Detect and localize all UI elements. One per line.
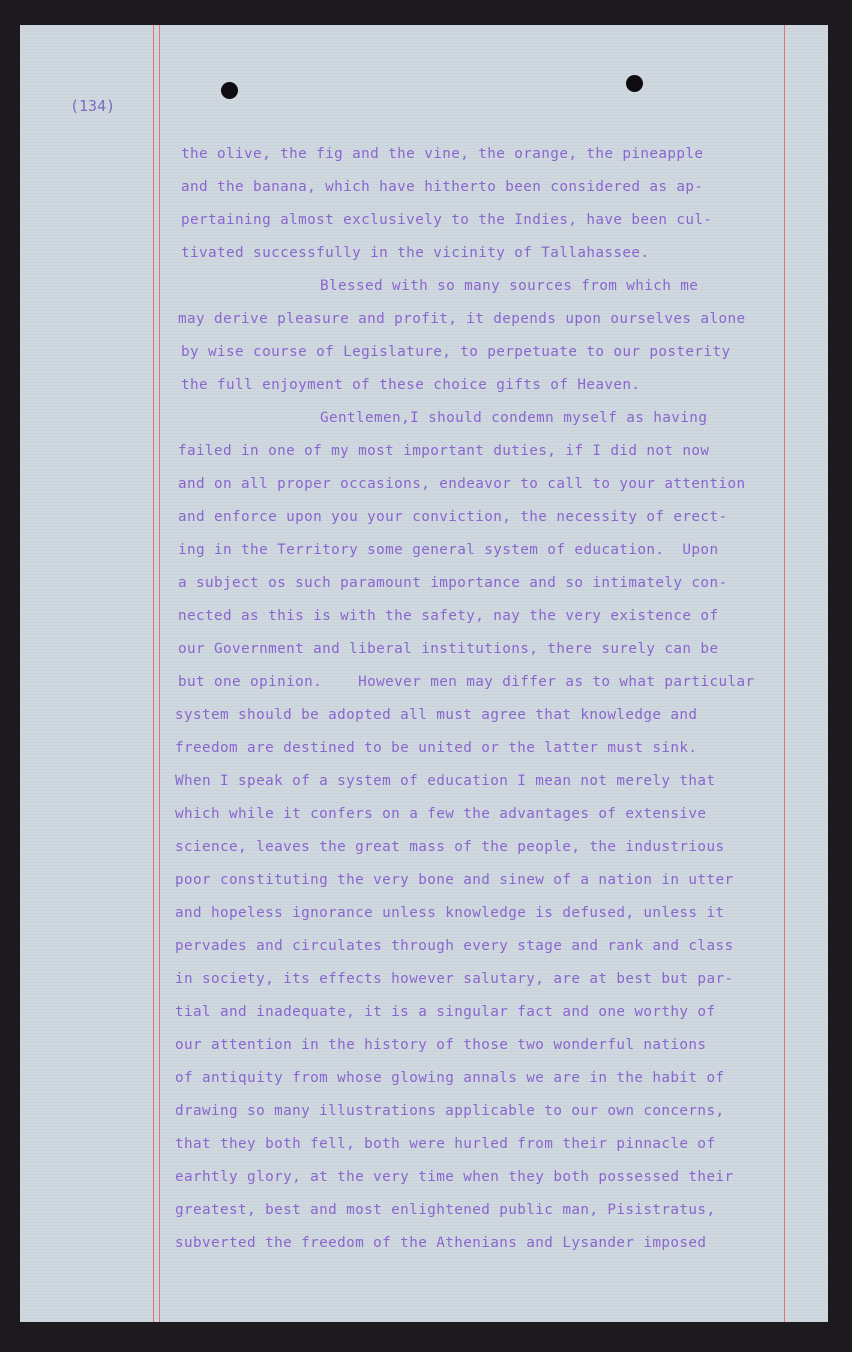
document-page [20, 25, 828, 1322]
text-line: Blessed with so many sources from which me [320, 278, 699, 294]
text-line: subverted the freedom of the Athenians and Lysander imposed [175, 1235, 707, 1251]
text-line: our Government and liberal institutions, there surely can be [178, 641, 719, 657]
text-line: which while it confers on a few the advantages of extensive [175, 806, 707, 822]
text-line: pertaining almost exclusively to the Indies, have been cul- [181, 212, 713, 228]
text-line: drawing so many illustrations applicable to our own concerns, [175, 1103, 725, 1119]
text-line: earhtly glory, at the very time when they both possessed their [175, 1169, 734, 1185]
text-line: and hopeless ignorance unless knowledge is defused, unless it [175, 905, 725, 921]
text-line: poor constituting the very bone and sinew of a nation in utter [175, 872, 734, 888]
text-line: that they both fell, both were hurled from their pinnacle of [175, 1136, 716, 1152]
text-line: system should be adopted all must agree that knowledge and [175, 707, 698, 723]
left-margin-line-inner [159, 25, 160, 1322]
text-line: of antiquity from whose glowing annals we are in the habit of [175, 1070, 725, 1086]
text-line: When I speak of a system of education I mean not merely that [175, 773, 716, 789]
text-line: the full enjoyment of these choice gifts of Heaven. [181, 377, 641, 393]
text-line: our attention in the history of those two wonderful nations [175, 1037, 707, 1053]
text-line: and the banana, which have hitherto been considered as ap- [181, 179, 704, 195]
text-line: freedom are destined to be united or the latter must sink. [175, 740, 698, 756]
right-margin-line [784, 25, 785, 1322]
text-line: and enforce upon you your conviction, the necessity of erect- [178, 509, 728, 525]
text-line: ing in the Territory some general system of education. Upon [178, 542, 719, 558]
text-line: by wise course of Legislature, to perpetuate to our posterity [181, 344, 731, 360]
text-line: failed in one of my most important duties, if I did not now [178, 443, 710, 459]
left-margin-line-outer [153, 25, 154, 1322]
page-number: (134) [70, 97, 116, 115]
text-line: science, leaves the great mass of the people, the industrious [175, 839, 725, 855]
text-line: nected as this is with the safety, nay the very existence of [178, 608, 719, 624]
text-line: but one opinion. However men may differ as to what particular [178, 674, 755, 690]
punch-hole-right [626, 75, 643, 92]
text-line: the olive, the fig and the vine, the orange, the pineapple [181, 146, 704, 162]
text-line: may derive pleasure and profit, it depends upon ourselves alone [178, 311, 746, 327]
text-line: and on all proper occasions, endeavor to call to your attention [178, 476, 746, 492]
text-line: tial and inadequate, it is a singular fact and one worthy of [175, 1004, 716, 1020]
text-line: Gentlemen,I should condemn myself as having [320, 410, 708, 426]
text-line: tivated successfully in the vicinity of Tallahassee. [181, 245, 650, 261]
text-line: in society, its effects however salutary, are at best but par- [175, 971, 734, 987]
text-line: a subject os such paramount importance and so intimately con- [178, 575, 728, 591]
punch-hole-left [221, 82, 238, 99]
text-line: greatest, best and most enlightened public man, Pisistratus, [175, 1202, 716, 1218]
text-line: pervades and circulates through every stage and rank and class [175, 938, 734, 954]
